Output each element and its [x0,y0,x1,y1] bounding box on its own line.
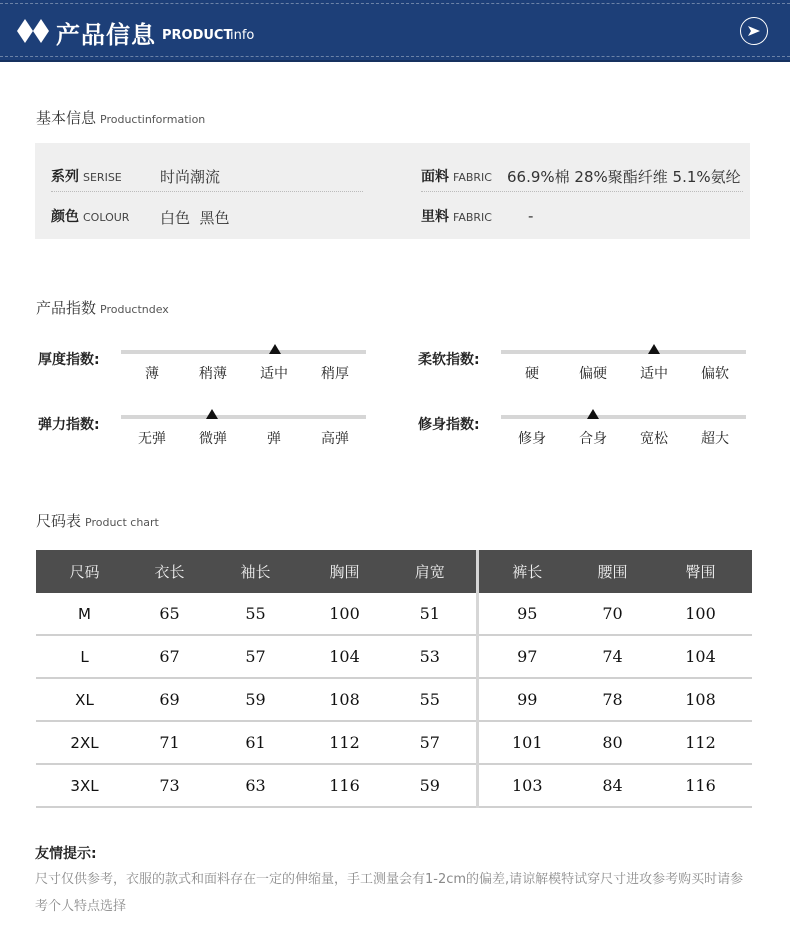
softness-option: 偏软 [701,366,729,382]
measurement-cell: 80 [576,721,649,764]
table-header-cell: 衣长 [133,550,206,593]
elasticity-index-track [121,415,366,419]
table-header-cell: 肩宽 [384,550,477,593]
table-header-cell: 裤长 [477,550,576,593]
tips-text: 尺寸仅供参考，衣服的款式和面料存在一定的伸缩量，手工测量会有1-2cm的偏差,请谅解模特试穿尺寸进攻参考购买时请参考个人特点选择 [35,872,744,914]
size-chart-title-en: Product chart [85,516,159,529]
size-cell: L [36,635,133,678]
fabric-label-cn: 面料 [421,169,449,185]
measurement-cell: 84 [576,764,649,807]
fabric-label-en: FABRIC [453,171,492,184]
table-header-cell: 袖长 [206,550,305,593]
product-index-title-en: Productndex [100,303,169,316]
fit-index-marker-icon [587,409,599,419]
table-row [36,593,752,635]
header-banner [0,0,790,62]
measurement-cell: 67 [133,635,206,678]
lining-label [421,206,492,226]
color-value: 白色 黑色 [160,209,230,227]
diamond-logo-icon [16,18,50,44]
size-chart-title-cn: 尺码表 [36,512,82,530]
measurement-cell: 104 [305,635,384,678]
header-title-info: info [230,28,255,43]
measurement-cell: 55 [206,593,305,635]
measurement-cell: 100 [305,593,384,635]
measurement-cell: 70 [576,593,649,635]
measurement-cell: 97 [477,635,576,678]
product-index-title [36,297,169,318]
thickness-option: 稍厚 [321,366,349,382]
fit-option: 超大 [701,431,729,447]
divider [421,191,743,192]
size-cell: 2XL [36,721,133,764]
softness-index-track [501,350,746,354]
thickness-option: 薄 [145,366,159,382]
lining-label-en: FABRIC [453,211,492,224]
measurement-cell: 59 [206,678,305,721]
measurement-cell: 103 [477,764,576,807]
lining-label-cn: 里料 [421,209,449,225]
measurement-cell: 100 [649,593,752,635]
measurement-cell: 95 [477,593,576,635]
measurement-cell: 53 [384,635,477,678]
measurement-cell: 65 [133,593,206,635]
thickness-index-marker-icon [269,344,281,354]
table-header-row [36,550,752,593]
elasticity-option: 无弹 [138,431,166,447]
header-title-en: PRODUCT [162,28,233,43]
series-label-cn: 系列 [51,169,79,185]
elasticity-option: 高弹 [321,431,349,447]
lining-value: - [528,207,534,225]
measurement-cell: 99 [477,678,576,721]
table-row [36,764,752,807]
softness-option: 适中 [640,366,668,382]
header-title: 产品信息 [56,21,156,49]
measurement-cell: 104 [649,635,752,678]
table-header-cell: 臀围 [649,550,752,593]
measurement-cell: 51 [384,593,477,635]
measurement-cell: 57 [384,721,477,764]
color-label-cn: 颜色 [51,209,79,225]
fit-index-track [501,415,746,419]
size-chart-title [36,510,159,531]
measurement-cell: 57 [206,635,305,678]
measurement-cell: 116 [649,764,752,807]
table-header-cell: 腰围 [576,550,649,593]
measurement-cell: 55 [384,678,477,721]
measurement-cell: 69 [133,678,206,721]
thickness-index-track [121,350,366,354]
product-index-title-cn: 产品指数 [36,299,97,317]
elasticity-option: 弹 [267,431,281,447]
series-label-en: SERISE [83,171,122,184]
divider [51,191,363,192]
table-row [36,721,752,764]
table-header-cell: 胸围 [305,550,384,593]
basic-info-title-en: Productinformation [100,113,206,126]
measurement-cell: 63 [206,764,305,807]
size-cell: XL [36,678,133,721]
series-value: 时尚潮流 [160,168,221,186]
fit-option: 修身 [518,431,546,447]
series-label [51,166,122,186]
thickness-option: 稍薄 [199,366,227,382]
thickness-option: 适中 [260,366,288,382]
basic-info-title-cn: 基本信息 [36,109,97,127]
measurement-cell: 74 [576,635,649,678]
measurement-cell: 116 [305,764,384,807]
measurement-cell: 73 [133,764,206,807]
table-header-cell: 尺码 [36,550,133,593]
fit-index-label: 修身指数: [418,417,480,433]
softness-option: 硬 [525,366,539,382]
fit-option: 合身 [579,431,607,447]
table-row [36,635,752,678]
measurement-cell: 61 [206,721,305,764]
color-label-en: COLOUR [83,211,130,224]
measurement-cell: 108 [649,678,752,721]
fabric-label [421,166,492,186]
softness-option: 偏硬 [579,366,607,382]
color-label [51,206,129,226]
basic-info-title [36,107,205,128]
softness-index-marker-icon [648,344,660,354]
table-row [36,678,752,721]
fit-option: 宽松 [640,431,668,447]
size-cell: 3XL [36,764,133,807]
measurement-cell: 101 [477,721,576,764]
softness-index-label: 柔软指数: [418,352,480,368]
measurement-cell: 71 [133,721,206,764]
elasticity-option: 微弹 [199,431,227,447]
measurement-cell: 59 [384,764,477,807]
arrow-right-icon[interactable] [740,17,768,45]
elasticity-index-label: 弹力指数: [38,417,100,433]
tips-title: 友情提示: [35,846,97,862]
measurement-cell: 78 [576,678,649,721]
measurement-cell: 112 [649,721,752,764]
size-cell: M [36,593,133,635]
fabric-value: 66.9%棉 28%聚酯纤维 5.1%氨纶 [507,168,741,186]
size-chart-table [36,550,752,808]
measurement-cell: 108 [305,678,384,721]
elasticity-index-marker-icon [206,409,218,419]
measurement-cell: 112 [305,721,384,764]
thickness-index-label: 厚度指数: [38,352,100,368]
